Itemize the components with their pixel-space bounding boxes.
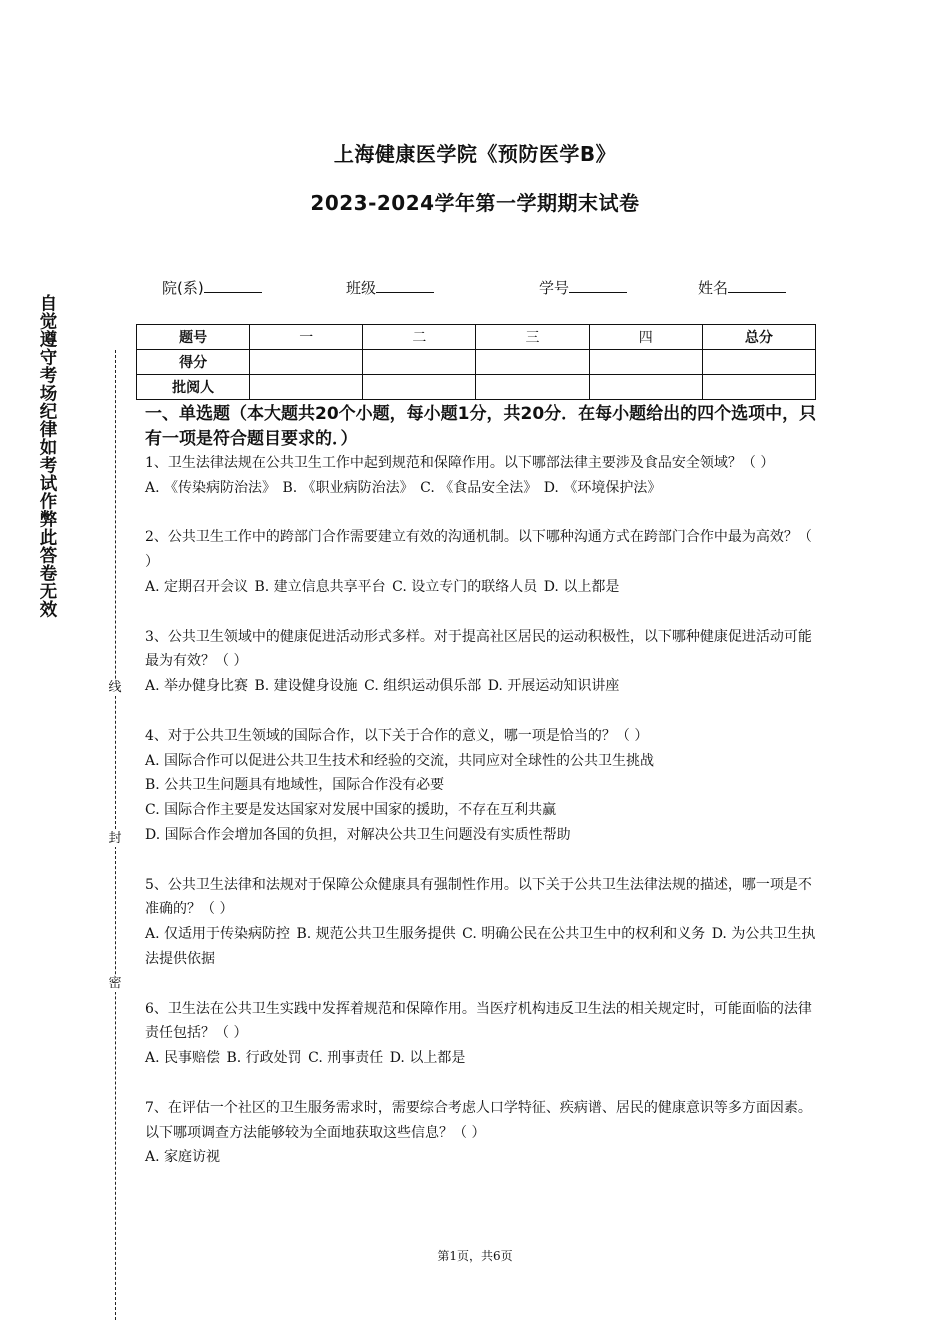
score-table bbox=[136, 324, 816, 400]
score-table-row-label: 得分 bbox=[137, 350, 250, 375]
section-title: 一、单选题（本大题共20个小题，每小题1分，共20分．在每小题给出的四个选项中，只有一项是符合题目要求的．） bbox=[145, 404, 817, 449]
answer-option[interactable]: D. 为公共卫生执法提供依据 bbox=[145, 926, 816, 967]
grader-cell[interactable] bbox=[363, 375, 476, 400]
question-item bbox=[145, 997, 820, 1071]
answer-option[interactable]: B. 规范公共卫生服务提供 bbox=[296, 926, 456, 943]
answer-option[interactable]: D. 《环境保护法》 bbox=[543, 479, 662, 496]
question-list bbox=[145, 451, 820, 1195]
info-field-department[interactable] bbox=[162, 277, 262, 298]
answer-option[interactable]: D. 以上都是 bbox=[543, 578, 620, 595]
info-field-student-id[interactable] bbox=[539, 277, 627, 298]
answer-option[interactable]: A. 仅适用于传染病防控 bbox=[145, 926, 291, 943]
grader-cell[interactable] bbox=[702, 375, 815, 400]
answer-option[interactable]: D. 国际合作会增加各国的负担，对解决公共卫生问题没有实质性帮助 bbox=[145, 826, 571, 843]
score-table-row-label: 批阅人 bbox=[137, 375, 250, 400]
question-item bbox=[145, 525, 820, 599]
blank-line[interactable] bbox=[569, 277, 627, 293]
question-options bbox=[145, 1145, 820, 1170]
answer-option[interactable]: C. 组织运动俱乐部 bbox=[364, 678, 482, 695]
blank-line[interactable] bbox=[204, 277, 262, 293]
seal-mark-line: 线 bbox=[105, 680, 125, 696]
score-cell[interactable] bbox=[589, 350, 702, 375]
exam-subtitle: 2023-2024学年第一学期期末试卷 bbox=[310, 191, 640, 215]
question-text: 3、公共卫生领域中的健康促进活动形式多样。对于提高社区居民的运动积极性，以下哪种健康促进活动可能最为有效？（ ） bbox=[145, 628, 812, 670]
info-field-class[interactable] bbox=[346, 277, 434, 298]
score-cell[interactable] bbox=[476, 350, 589, 375]
question-options bbox=[145, 922, 820, 972]
answer-option[interactable]: A. 国际合作可以促进公共卫生技术和经验的交流，共同应对全球性的公共卫生挑战 bbox=[145, 752, 655, 769]
answer-option[interactable]: B. 《职业病防治法》 bbox=[282, 479, 414, 496]
question-item bbox=[145, 1096, 820, 1170]
blank-line[interactable] bbox=[376, 277, 434, 293]
score-table-header: 总分 bbox=[702, 325, 815, 350]
answer-option[interactable]: B. 建立信息共享平台 bbox=[254, 578, 386, 595]
answer-option[interactable]: D. 开展运动知识讲座 bbox=[487, 678, 620, 695]
answer-option[interactable]: C. 设立专门的联络人员 bbox=[392, 578, 538, 595]
question-item bbox=[145, 873, 820, 972]
question-text: 4、对于公共卫生领域的国际合作，以下关于合作的意义，哪一项是恰当的？（ ） bbox=[145, 727, 649, 744]
score-table-header-row bbox=[137, 325, 816, 350]
score-table-row-score bbox=[137, 350, 816, 375]
side-notice: 自觉遵守考场纪律如考试作弊此答卷无效 bbox=[37, 294, 57, 618]
question-options bbox=[145, 674, 820, 699]
score-table-header: 一 bbox=[250, 325, 363, 350]
info-label: 学号 bbox=[539, 279, 570, 297]
page-number: 第1页，共6页 bbox=[437, 1249, 513, 1263]
grader-cell[interactable] bbox=[589, 375, 702, 400]
answer-option[interactable]: B. 建设健身设施 bbox=[254, 678, 358, 695]
answer-option[interactable]: B. 行政处罚 bbox=[226, 1050, 302, 1067]
seal-mark-secret: 密 bbox=[105, 976, 125, 992]
score-cell[interactable] bbox=[702, 350, 815, 375]
question-options bbox=[145, 575, 820, 600]
score-table-header: 三 bbox=[476, 325, 589, 350]
info-field-name[interactable] bbox=[698, 277, 786, 298]
score-cell[interactable] bbox=[250, 350, 363, 375]
question-options bbox=[145, 749, 820, 848]
answer-option[interactable]: A. 举办健身比赛 bbox=[145, 678, 249, 695]
question-item bbox=[145, 724, 820, 848]
grader-cell[interactable] bbox=[476, 375, 589, 400]
score-table-header: 二 bbox=[363, 325, 476, 350]
seal-mark-seal: 封 bbox=[105, 831, 125, 847]
question-item bbox=[145, 451, 820, 501]
question-options bbox=[145, 1046, 820, 1071]
blank-line[interactable] bbox=[728, 277, 786, 293]
answer-option[interactable]: C. 《食品安全法》 bbox=[420, 479, 538, 496]
answer-option[interactable]: A. 民事赔偿 bbox=[145, 1050, 221, 1067]
grader-cell[interactable] bbox=[250, 375, 363, 400]
question-text: 5、公共卫生法律和法规对于保障公众健康具有强制性作用。以下关于公共卫生法律法规的描述，哪一项是不准确的？（ ） bbox=[145, 876, 812, 918]
answer-option[interactable]: C. 国际合作主要是发达国家对发展中国家的援助，不存在互利共赢 bbox=[145, 802, 557, 819]
answer-option[interactable]: B. 公共卫生问题具有地域性，国际合作没有必要 bbox=[145, 777, 445, 794]
answer-option[interactable]: A. 《传染病防治法》 bbox=[145, 479, 277, 496]
info-label: 班级 bbox=[346, 279, 377, 297]
info-label: 院(系) bbox=[162, 279, 204, 297]
answer-option[interactable]: C. 刑事责任 bbox=[308, 1050, 384, 1067]
question-options bbox=[145, 476, 820, 501]
score-cell[interactable] bbox=[363, 350, 476, 375]
question-text: 7、在评估一个社区的卫生服务需求时，需要综合考虑人口学特征、疾病谱、居民的健康意识等多方面因素。以下哪项调查方法能够较为全面地获取这些信息？（ ） bbox=[145, 1099, 812, 1141]
question-text: 2、公共卫生工作中的跨部门合作需要建立有效的沟通机制。以下哪种沟通方式在跨部门合作中最为高效？（ ） bbox=[145, 529, 812, 571]
score-table-row-grader bbox=[137, 375, 816, 400]
score-table-header: 题号 bbox=[137, 325, 250, 350]
answer-option[interactable]: D. 以上都是 bbox=[389, 1050, 466, 1067]
answer-option[interactable]: A. 家庭访视 bbox=[145, 1149, 221, 1166]
question-text: 1、卫生法律法规在公共卫生工作中起到规范和保障作用。以下哪部法律主要涉及食品安全领域？（ ） bbox=[145, 455, 775, 471]
answer-option[interactable]: C. 明确公民在公共卫生中的权利和义务 bbox=[462, 926, 706, 943]
answer-option[interactable]: A. 定期召开会议 bbox=[145, 578, 249, 595]
info-label: 姓名 bbox=[698, 279, 729, 297]
question-text: 6、卫生法在公共卫生实践中发挥着规范和保障作用。当医疗机构违反卫生法的相关规定时，可能面临的法律责任包括？（ ） bbox=[145, 1000, 812, 1042]
student-info-row bbox=[0, 277, 950, 299]
question-item bbox=[145, 625, 820, 699]
score-table-header: 四 bbox=[589, 325, 702, 350]
exam-title: 上海健康医学院《预防医学B》 bbox=[333, 142, 617, 166]
